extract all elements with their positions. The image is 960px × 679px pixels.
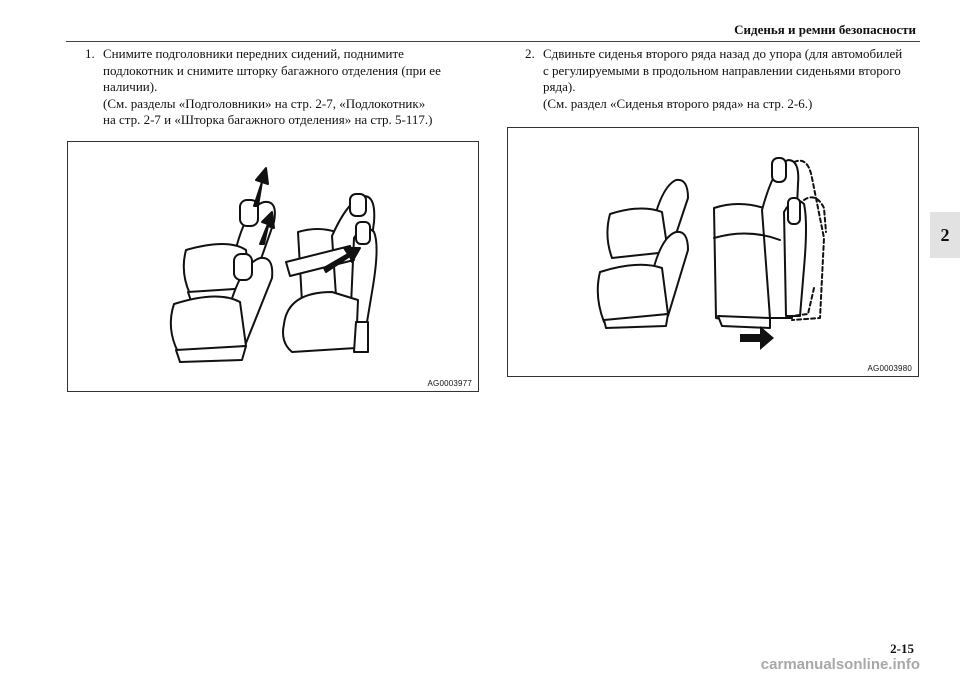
step-2-line: с регулируемыми в продольном направлении сиденьями второго [543,62,901,78]
page-number: 2-15 [890,641,914,656]
step-2 [525,46,925,112]
chapter-tab[interactable]: 2 [930,212,960,258]
figure-slide-second-row [507,127,919,377]
step-2-line: ряда). [543,79,576,94]
figure-code: AG0003980 [867,364,912,373]
figure-remove-headrests [67,141,479,392]
step-1-line: подлокотник и снимите шторку багажного отделения (при ее [103,62,441,78]
step-1-line: Снимите подголовники передних сидений, поднимите [103,46,404,61]
seat-illustration-2 [508,128,918,376]
step-number: 1. [85,46,95,61]
step-1 [85,46,485,129]
step-1-line: наличии). [103,79,158,94]
rear-seat [283,194,377,352]
second-row-seat [714,158,806,328]
step-number: 2. [525,46,535,61]
header-rule [66,41,920,42]
seat-illustration-1 [68,142,478,391]
running-header: Сиденья и ремни безопасности [734,22,916,37]
figure-code: AG0003977 [427,379,472,388]
step-2-line: (См. раздел «Сиденья второго ряда» на стр. 2-6.) [543,95,813,111]
step-1-line: (См. разделы «Подголовники» на стр. 2-7, «Подлокотник» [103,95,426,111]
step-1-line: на стр. 2-7 и «Шторка багажного отделения» на стр. 5-117.) [103,112,433,127]
slide-back-arrow-icon [740,326,774,350]
watermark: carmanualsonline.info [760,656,920,673]
step-2-line: Сдвиньте сиденья второго ряда назад до упора (для автомобилей [543,46,903,61]
